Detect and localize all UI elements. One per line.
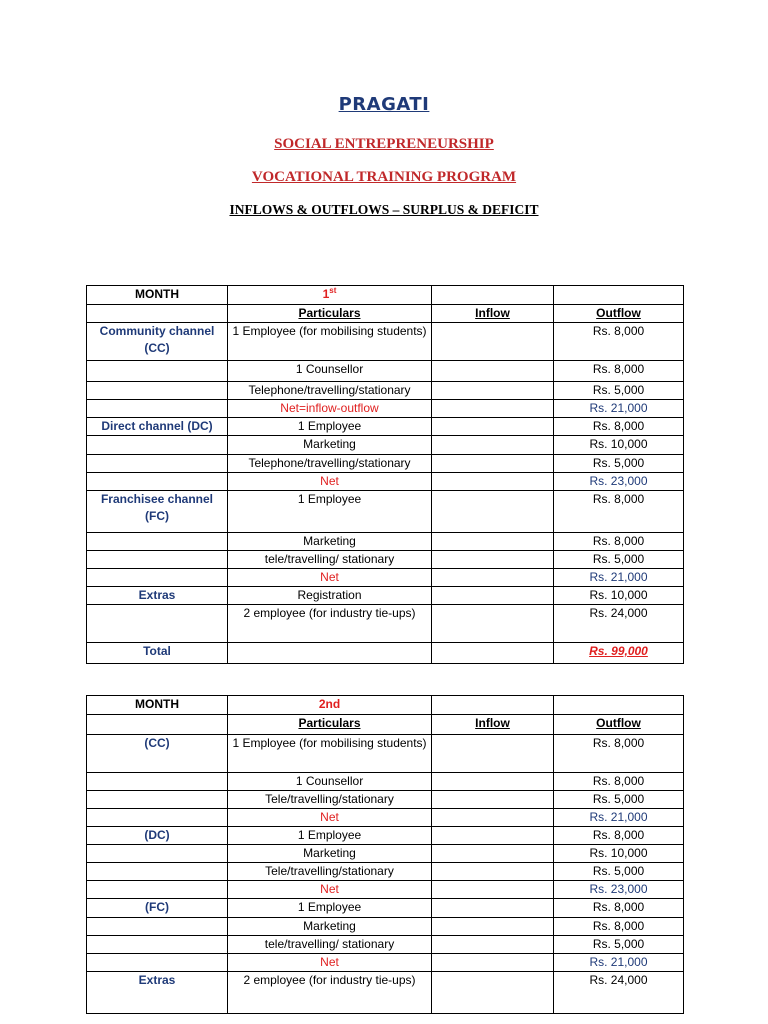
- group-label: Extras: [87, 587, 228, 605]
- doc-title: PRAGATI: [338, 94, 430, 115]
- outflow-value: Rs. 5,000: [554, 551, 684, 569]
- col-header-outflow: Outflow: [554, 305, 684, 323]
- table-row: [87, 972, 684, 1014]
- outflow-value: Rs. 5,000: [554, 791, 684, 809]
- net-value: Rs. 21,000: [554, 569, 684, 587]
- table-row: [87, 605, 684, 643]
- outflow-value: Rs. 8,000: [554, 773, 684, 791]
- month-number: 1st: [228, 286, 432, 305]
- doc-subtitle-vocational-training: VOCATIONAL TRAINING PROGRAM: [251, 169, 517, 185]
- table-row: [87, 845, 684, 863]
- col-header-outflow: Outflow: [554, 715, 684, 735]
- table-row: [87, 455, 684, 473]
- table-row: [87, 418, 684, 436]
- outflow-value: Rs. 8,000: [554, 323, 684, 361]
- outflow-value: Rs. 8,000: [554, 918, 684, 936]
- table-row: [87, 918, 684, 936]
- particular: 1 Employee: [228, 827, 432, 845]
- net-label: Net: [228, 881, 432, 899]
- particular: Tele/travelling/stationary: [228, 863, 432, 881]
- outflow-value: Rs. 8,000: [554, 533, 684, 551]
- group-label: Extras: [87, 972, 228, 1014]
- net-label: Net: [228, 569, 432, 587]
- month-2-ledger-table: [86, 695, 684, 1014]
- net-row: [87, 569, 684, 587]
- particular: 1 Employee (for mobilising students): [228, 323, 432, 361]
- particular: 2 employee (for industry tie-ups): [228, 605, 432, 643]
- outflow-value: Rs. 5,000: [554, 382, 684, 400]
- net-label: Net: [228, 809, 432, 827]
- net-value: Rs. 21,000: [554, 400, 684, 418]
- particular: Telephone/travelling/stationary: [228, 455, 432, 473]
- outflow-value: Rs. 8,000: [554, 735, 684, 773]
- table-row: [87, 551, 684, 569]
- particular: 1 Counsellor: [228, 361, 432, 382]
- table-row: [87, 696, 684, 715]
- month-number: 2nd: [228, 696, 432, 715]
- net-label: Net: [228, 954, 432, 972]
- col-header-inflow: Inflow: [432, 715, 554, 735]
- doc-subtitle-social-entrepreneurship: SOCIAL ENTREPRENEURSHIP: [274, 136, 494, 152]
- outflow-value: Rs. 8,000: [554, 361, 684, 382]
- table-row: [87, 587, 684, 605]
- net-label: Net: [228, 473, 432, 491]
- outflow-value: Rs. 10,000: [554, 845, 684, 863]
- outflow-value: Rs. 24,000: [554, 605, 684, 643]
- particular: Marketing: [228, 918, 432, 936]
- table-row: [87, 936, 684, 954]
- table-row: [87, 436, 684, 455]
- outflow-value: Rs. 5,000: [554, 936, 684, 954]
- particular: tele/travelling/ stationary: [228, 936, 432, 954]
- particular: 1 Employee: [228, 491, 432, 533]
- particular: Marketing: [228, 436, 432, 455]
- group-label: Community channel (CC): [87, 323, 228, 361]
- net-row: [87, 473, 684, 491]
- outflow-value: Rs. 5,000: [554, 455, 684, 473]
- table-row: [87, 773, 684, 791]
- group-label: (FC): [87, 899, 228, 918]
- particular: 2 employee (for industry tie-ups): [228, 972, 432, 1014]
- net-value: Rs. 23,000: [554, 881, 684, 899]
- net-label: Net=inflow-outflow: [228, 400, 432, 418]
- table-header-row: [87, 305, 684, 323]
- group-label: Direct channel (DC): [87, 418, 228, 436]
- total-value: Rs. 99,000: [554, 643, 684, 664]
- table-row: [87, 382, 684, 400]
- outflow-value: Rs. 10,000: [554, 587, 684, 605]
- table-row: [87, 899, 684, 918]
- particular: Telephone/travelling/stationary: [228, 382, 432, 400]
- doc-subtitle-inflows-outflows: INFLOWS & OUTFLOWS – SURPLUS & DEFICIT: [229, 202, 539, 217]
- particular: tele/travelling/ stationary: [228, 551, 432, 569]
- particular: Marketing: [228, 845, 432, 863]
- col-header-particulars: Particulars: [228, 715, 432, 735]
- table-row: [87, 735, 684, 773]
- net-row: [87, 809, 684, 827]
- table-header-row: [87, 715, 684, 735]
- total-label: Total: [87, 643, 228, 664]
- particular: 1 Counsellor: [228, 773, 432, 791]
- outflow-value: Rs. 8,000: [554, 418, 684, 436]
- month-1-ledger-table: [86, 285, 684, 664]
- net-value: Rs. 23,000: [554, 473, 684, 491]
- group-label: (CC): [87, 735, 228, 773]
- net-row: [87, 881, 684, 899]
- table-row: [87, 533, 684, 551]
- outflow-value: Rs. 10,000: [554, 436, 684, 455]
- group-label: Franchisee channel (FC): [87, 491, 228, 533]
- total-row: [87, 643, 684, 664]
- particular: 1 Employee: [228, 418, 432, 436]
- particular: Marketing: [228, 533, 432, 551]
- net-value: Rs. 21,000: [554, 954, 684, 972]
- month-label: MONTH: [87, 286, 228, 305]
- net-value: Rs. 21,000: [554, 809, 684, 827]
- month-label: MONTH: [87, 696, 228, 715]
- net-row: [87, 400, 684, 418]
- particular: 1 Employee: [228, 899, 432, 918]
- table-row: [87, 323, 684, 361]
- table-row: [87, 491, 684, 533]
- table-row: [87, 791, 684, 809]
- outflow-value: Rs. 24,000: [554, 972, 684, 1014]
- col-header-particulars: Particulars: [228, 305, 432, 323]
- table-row: [87, 361, 684, 382]
- outflow-value: Rs. 8,000: [554, 827, 684, 845]
- table-row: [87, 286, 684, 305]
- group-label: (DC): [87, 827, 228, 845]
- particular: Tele/travelling/stationary: [228, 791, 432, 809]
- outflow-value: Rs. 8,000: [554, 491, 684, 533]
- particular: Registration: [228, 587, 432, 605]
- particular: 1 Employee (for mobilising students): [228, 735, 432, 773]
- col-header-inflow: Inflow: [432, 305, 554, 323]
- net-row: [87, 954, 684, 972]
- outflow-value: Rs. 8,000: [554, 899, 684, 918]
- table-row: [87, 863, 684, 881]
- table-row: [87, 827, 684, 845]
- outflow-value: Rs. 5,000: [554, 863, 684, 881]
